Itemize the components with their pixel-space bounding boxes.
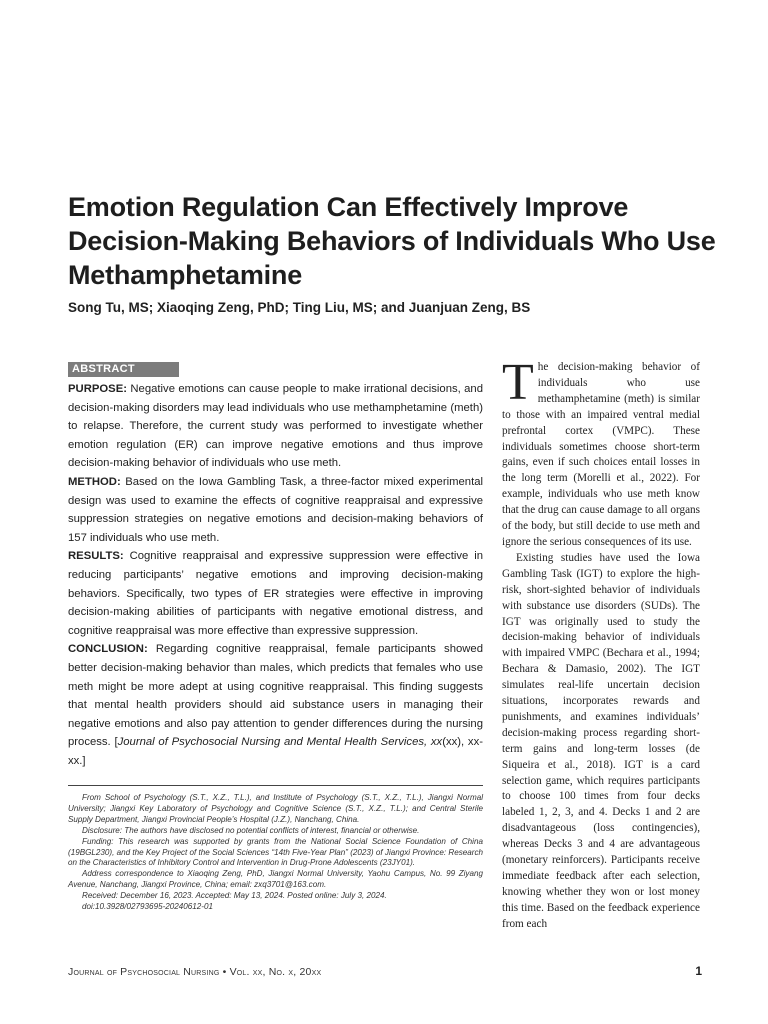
footnote-disclosure: Disclosure: The authors have disclosed no potential conflicts of interest, financial or otherwise. [82, 825, 420, 835]
body-paragraph-1-text: he decision-making behavior of individuals who use methamphetamine (meth) is similar to those with an impaired ventral medial prefrontal cortex (VMPC). These individuals sometimes choose short-term gains, even if such choices entail losses in the long term (Morelli et al., 2022). For example, individuals who use meth know that the drug can cause damage to all organs of the body, but still decide to use meth and ignore the serious consequences of its use. [502, 361, 700, 548]
footnote-doi: doi:10.3928/02793695-20240612-01 [82, 902, 213, 912]
abstract-conclusion [68, 640, 483, 770]
abstract-purpose [68, 380, 483, 473]
body-paragraph-1 [502, 354, 700, 551]
citation-journal: Journal of Psychosocial Nursing and Mental Health Services, xx [117, 736, 443, 749]
footnote-divider [68, 785, 483, 786]
author-list: Song Tu, MS; Xiaoqing Zeng, PhD; Ting Liu, MS; and Juanjuan Zeng, BS [68, 300, 531, 315]
footnote-funding: Funding: This research was supported by grants from the National Social Science Foundation of China (19BGL230), and the Key Project of the Social Sciences “14th Five-Year Plan” (2023) of Jiangxi Province: Research on the Characteristics of Inhibitory Control and Intervention in Drug-Prone Adolescents (23JY01). [68, 836, 483, 868]
running-footer-journal: Journal of Psychosocial Nursing • Vol. xx, No. x, 20xx [68, 966, 322, 978]
footnotes [68, 793, 483, 913]
purpose-text: Negative emotions can cause people to make irrational decisions, and decision-making disorders may lead individuals who use methamphetamine (meth) to relapse. Therefore, the current study was performed to investigate whether emotion regulation (ER) can improve negative emotions and thus improve decision-making behavior of individuals who use meth. [68, 383, 483, 470]
page-number: 1 [695, 964, 702, 978]
abstract-method [68, 473, 483, 547]
method-text: Based on the Iowa Gambling Task, a three-factor mixed experimental design was used to examine the effects of cognitive reappraisal and expressive suppression strategies on negative emotions and decision-making behaviors of 157 individuals who use meth. [68, 475, 483, 544]
footnote-affiliations: From School of Psychology (S.T., X.Z., T.L.), and Institute of Psychology (S.T., X.Z., T.L.), Jiangxi Normal University; Jiangxi Key Laboratory of Psychology and Cognitive Science (S.T., X.Z., T.L.); and Central Sterile Supply Department, Jiangxi Provincial People’s Hospital (J.Z.), Nanchang, China. [68, 793, 483, 824]
abstract-heading: ABSTRACT [68, 362, 179, 377]
results-text: Cognitive reappraisal and expressive suppression were effective in reducing participants’ negative emotions and improving decision-making behaviors. Specifically, two types of ER strategies were effective in improving decision-making abilities of participants with negative emotional distress, and cognitive reappraisal was more effective than expressive suppression. [68, 550, 483, 637]
results-label: RESULTS: [68, 550, 124, 563]
body-text-column [502, 354, 700, 933]
conclusion-label: CONCLUSION: [68, 643, 148, 656]
article-title: Emotion Regulation Can Effectively Improve Decision-Making Behaviors of Individuals Who Use Methamphetamine [68, 192, 716, 290]
conclusion-text: Regarding cognitive reappraisal, female participants showed better decision-making behavior than males, which predicts that females who use meth might be more adept at using cognitive reappraisal. This finding suggests that mental health providers should aid substance users in managing their negative emotions and also pay attention to gender differences during the nursing process. [ [68, 643, 483, 749]
method-label: METHOD: [68, 475, 121, 488]
citation-rest: (xx), xx-xx.] [68, 736, 483, 767]
purpose-label: PURPOSE: [68, 383, 128, 395]
footnote-dates: Received: December 16, 2023. Accepted: May 13, 2024. Posted online: July 3, 2024. [82, 891, 387, 901]
abstract-body [68, 380, 483, 770]
drop-cap: T [502, 354, 534, 411]
abstract-results [68, 547, 483, 640]
footnote-correspondence: Address correspondence to Xiaoqing Zeng, PhD, Jiangxi Normal University, Yaohu Campus, No. 99 Ziyang Avenue, Nanchang, Jiangxi Province, China; email: zxq3701@163.com. [68, 869, 483, 890]
body-paragraph-2: Existing studies have used the Iowa Gambling Task (IGT) to explore the high-risk, short-sighted behavior of individuals with substance use disorders (SUDs). The IGT was originally used to study the decision-making behavior of individuals with impaired VMPC (Bechara et al., 1994; Bechara & Damasio, 2002). The IGT simulates real-life uncertain decision situations, incorporates rewards and punishments, and examines individuals’ decision-making process regarding short-term gains and long-term losses (de Siqueira et al., 2018). IGT is a card selection game, which requires participants to choose 100 times from four decks labeled 1, 2, 3, and 4. Decks 1 and 2 are disadvantageous (loss contingencies), whereas Decks 3 and 4 are advantageous (monetary reinforcers). Participants receive immediate feedback after each selection, knowing whether they won or lost money this time. Based on the feedback experience from each [502, 551, 700, 930]
